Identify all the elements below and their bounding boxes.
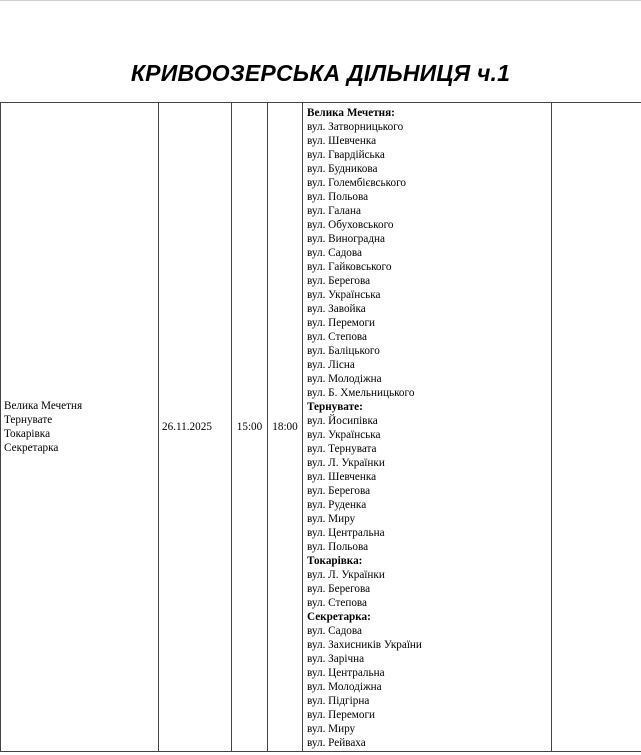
street-item: вул. Польова [307,541,369,553]
street-item: вул. Берегова [307,583,371,595]
street-item: вул. Степова [307,331,368,343]
street-item: вул. Галана [307,205,361,217]
street-item: вул. Захисників України [307,639,422,651]
settlement-name: Токарівка [4,428,51,440]
street-item: вул. Затворницького [307,121,404,133]
street-item: вул. Будникова [307,163,378,175]
street-item: вул. Йосипівка [307,415,378,427]
settlement-name: Секретарка [4,442,59,454]
street-item: вул. Миру [307,513,356,525]
street-item: вул. Баліцького [307,345,380,357]
street-item: вул. Берегова [307,485,371,497]
street-item: вул. Гвардійська [307,149,385,161]
street-item: вул. Гайковського [307,261,392,273]
start-time-cell: 15:00 [232,103,268,752]
street-item: вул. Л. Українки [307,569,385,581]
page-title: КРИВООЗЕРСЬКА ДІЛЬНИЦЯ ч.1 [130,60,511,86]
settlements-cell [1,103,159,752]
outage-schedule-table [0,102,641,752]
street-item: вул. Лісна [307,359,355,371]
street-item: вул. Л. Українки [307,457,385,469]
street-item: вул. Садова [307,625,362,637]
street-item: вул. Молодіжна [307,373,382,385]
street-item: вул. Берегова [307,275,371,287]
empty-cell [552,103,641,752]
page-top-border [0,0,641,1]
street-item: вул. Голембієвського [307,177,406,189]
street-item: вул. Тернувата [307,443,377,455]
street-item: вул. Зарічна [307,653,365,665]
street-item: вул. Степова [307,597,368,609]
table-row [1,103,641,752]
street-item: вул. Завойка [307,303,366,315]
settlement-group-heading: Токарівка: [307,555,363,567]
street-item: вул. Миру [307,723,356,735]
street-item: вул. Рейваха [307,737,366,749]
settlement-group-heading: Секретарка: [307,611,371,623]
street-item: вул. Виноградна [307,233,386,245]
street-item: вул. Центральна [307,667,385,679]
street-item: вул. Обуховського [307,219,394,231]
street-item: вул. Підгірна [307,695,370,707]
end-time-cell: 18:00 [268,103,303,752]
street-item: вул. Перемоги [307,317,376,329]
date-cell: 26.11.2025 [159,103,232,752]
settlement-group-heading: Тернувате: [307,401,363,413]
street-item: вул. Шевченка [307,135,377,147]
street-item: вул. Молодіжна [307,681,382,693]
street-item: вул. Українська [307,429,381,441]
street-item: вул. Центральна [307,527,385,539]
street-item: вул. Б. Хмельницького [307,387,415,399]
street-groups [307,106,551,750]
street-item: вул. Руденка [307,499,367,511]
settlement-group-heading: Велика Мечетня: [307,107,395,119]
settlement-name: Тернувате [4,414,53,426]
street-item: вул. Садова [307,247,362,259]
settlement-name: Велика Мечетня [4,400,83,412]
street-item: вул. Шевченка [307,471,377,483]
streets-cell [303,103,552,752]
street-item: вул. Польова [307,191,369,203]
street-item: вул. Перемоги [307,709,376,721]
street-item: вул. Українська [307,289,381,301]
